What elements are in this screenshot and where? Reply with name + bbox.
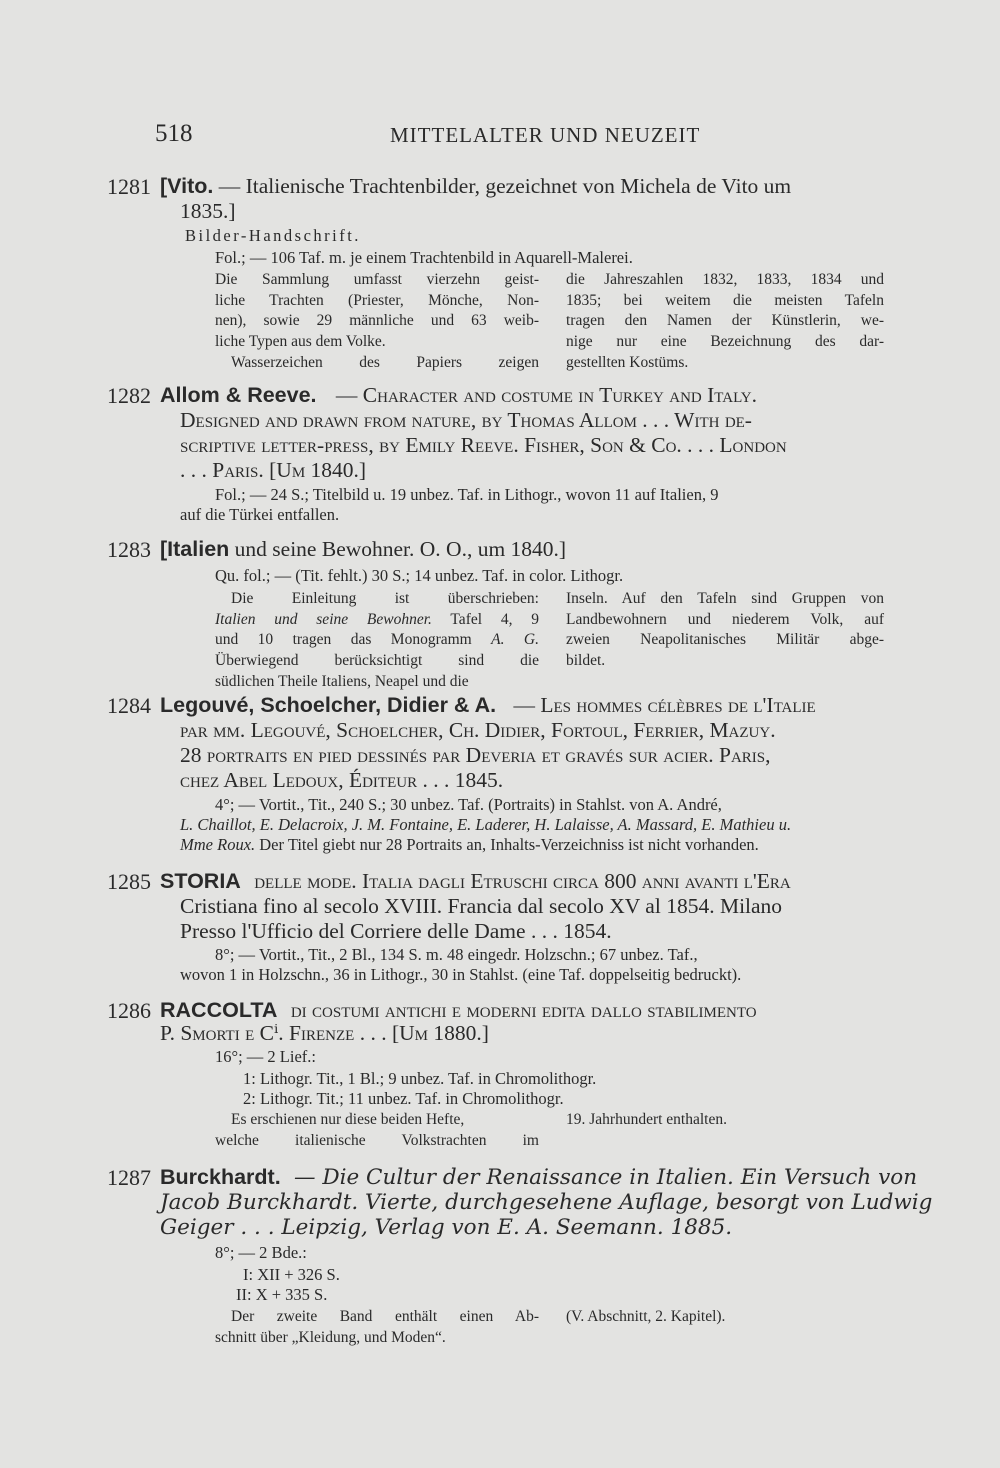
entry-title: di costumi antichi e moderni edita dallo stabilimento [290,998,757,1022]
entry-title-cont: Cristiana fino al secolo XVIII. Francia dal secolo XV al 1854. Milano [180,894,783,918]
entry-heading [160,174,791,199]
annotation-left [215,270,539,374]
part-line: 2: Lithogr. Tit.; 11 unbez. Taf. in Chromolithogr. [243,1089,564,1108]
annotation-line: schnitt über „Kleidung, und Moden“. [215,1328,446,1346]
annotation-line: bildet. [566,652,606,670]
annotation-line: Die Einleitung ist überschrieben: [231,590,539,607]
running-title: MITTELALTER UND NEUZEIT [390,123,701,147]
annotation-line: nen), sowie 29 männliche und 63 weib- [215,312,539,330]
entry-title: — Les hommes célèbres de l'Italie [513,693,816,717]
entry-format-cont: wovon 1 in Holzschn., 36 in Lithogr., 30 in Stahlst. (eine Taf. doppelseitig bedruckt). [180,965,742,984]
annotation-left [215,1110,539,1151]
entry-title-cont: P. Smorti e Cⁱ. Firenze . . . [Um 1880.] [160,1021,489,1045]
artist-name: Mme Roux. [180,835,256,854]
annotation-right [566,589,884,672]
entry-title-cont: chez Abel Ledoux, Éditeur . . . 1845. [180,768,504,792]
entry-number: 1285 [107,869,151,894]
annotation-right [566,1110,884,1131]
entry-title: — Italienische Trachtenbilder, gezeichnet von Michela de Vito um [213,174,792,198]
entry-title-cont: 1835.] [180,199,236,223]
entry-heading [160,537,566,562]
annotation-left [215,589,539,693]
entry-author: Allom & Reeve. [160,383,317,407]
entry-author: RACCOLTA [160,998,278,1022]
monogram-text: A. G. [491,631,540,649]
entry-number: 1284 [107,693,151,718]
annotation-line: Der zweite Band enthält einen Ab- [231,1308,539,1325]
annotation-line: Landbewohnern und niederem Volk, auf [566,610,884,628]
entry-number: 1282 [107,383,151,408]
entry-format: 16°; — 2 Lief.: [215,1047,316,1066]
annotation-text: Tafel 4, 9 [431,610,539,628]
entry-author: Legouvé, Schoelcher, Didier & A. [160,693,497,717]
annotation-right [566,270,884,374]
entry-title-cont: Geiger . . . Leipzig, Verlag von E. A. Seemann. 1885. [160,1215,733,1240]
entry-title: — Character and costume in Turkey and Italy. [335,383,757,407]
part-line: 1: Lithogr. Tit., 1 Bl.; 9 unbez. Taf. in Chromolithogr. [243,1069,597,1088]
entry-title-cont: 28 portraits en pied dessinés par Deveria et gravés sur acier. Paris, [180,743,771,767]
annotation-line: Die Sammlung umfasst vierzehn geist- [215,271,539,288]
annotation-line: gestellten Kostüms. [566,353,689,371]
annotation-line [215,610,539,631]
entry-title-cont: par mm. Legouvé, Schoelcher, Ch. Didier, Fortoul, Ferrier, Mazuy. [180,718,776,742]
entry-number: 1283 [107,537,151,562]
annotation-text: Der Titel giebt nur 28 Portraits an, Inhalts-Verzeichniss ist nicht vorhanden. [255,835,759,854]
annotation-line: Wasserzeichen des Papiers zeigen [231,353,539,371]
italic-title: Italien und seine Bewohner. [215,610,432,628]
annotation-line: 19. Jahrhundert enthalten. [566,1111,727,1128]
entry-format-cont: auf die Türkei entfallen. [180,505,340,524]
annotation-line: (V. Abschnitt, 2. Kapitel). [566,1308,726,1325]
entry-author: STORIA [160,869,241,893]
entry-format-cont: L. Chaillot, E. Delacroix, J. M. Fontaine, E. Laderer, H. Lalaisse, A. Massard, E. Mathieu u. [180,815,792,834]
annotation-line [215,630,539,651]
entry-title: delle mode. Italia dagli Etruschi circa 800 anni avanti l'Era [254,869,791,893]
entry-format: Fol.; — 106 Taf. m. je einem Trachtenbild in Aquarell-Malerei. [215,248,633,267]
entry-title-cont: scriptive letter-press, by Emily Reeve. Fisher, Son & Co. . . . London [180,433,787,457]
entry-heading [160,869,791,894]
annotation-line: liche Typen aus dem Volke. [215,333,386,351]
entry-author: [Vito. [160,174,214,198]
annotation-right [566,1307,884,1328]
entry-author: Burckhardt. [160,1165,281,1189]
annotation-line: südlichen Theile Italiens, Neapel und die [215,672,469,690]
entry-heading [160,693,816,718]
annotation-line: die Jahreszahlen 1832, 1833, 1834 und [566,271,884,288]
entry-title-cont: Designed and drawn from nature, by Thomas Allom . . . With de- [180,408,752,432]
entry-number: 1287 [107,1165,151,1190]
entry-heading [160,998,757,1023]
annotation-line: Inseln. Auf den Tafeln sind Gruppen von [566,590,884,607]
entry-format: 8°; — Vortit., Tit., 2 Bl., 134 S. m. 48 eingedr. Holzschn.; 67 unbez. Taf., [215,945,698,964]
entry-format: 8°; — 2 Bde.: [215,1243,307,1262]
entry-title-cont: Jacob Burckhardt. Vierte, durchgesehene Auflage, besorgt von Ludwig [160,1190,933,1215]
annotation-line: welche italienische Volkstrachten im [215,1131,539,1149]
entry-heading [160,1165,917,1190]
page-number: 518 [155,120,193,147]
annotation-line: zweien Neapolitanisches Militär abge- [566,631,884,649]
annotation-line: tragen den Namen der Künstlerin, we- [566,312,884,330]
entry-format: Fol.; — 24 S.; Titelbild u. 19 unbez. Taf. in Lithogr., wovon 11 auf Italien, 9 [215,485,719,504]
entry-format-cont [180,835,759,855]
part-line: I: XII + 326 S. [243,1265,340,1284]
part-line: II: X + 335 S. [236,1285,328,1304]
entry-number: 1286 [107,998,151,1023]
annotation-line: liche Trachten (Priester, Mönche, Non- [215,291,539,309]
entry-title: — Die Cultur der Renaissance in Italien. Ein Versuch von [294,1165,918,1190]
entry-title-cont: Presso l'Ufficio del Corriere delle Dame . . . 1854. [180,919,612,943]
annotation-text: und 10 tragen das Monogramm [215,631,492,649]
annotation-left [215,1307,539,1348]
entry-format: Qu. fol.; — (Tit. fehlt.) 30 S.; 14 unbez. Taf. in color. Lithogr. [215,566,624,585]
annotation-line: Es erschienen nur diese beiden Hefte, [231,1111,465,1128]
entry-title: und seine Bewohner. O. O., um 1840.] [229,537,567,561]
entry-author: [Italien [160,537,230,561]
entry-format: 4°; — Vortit., Tit., 240 S.; 30 unbez. Taf. (Portraits) in Stahlst. von A. André, [215,795,722,814]
entry-type: Bilder-Handschrift. [185,226,361,245]
annotation-line: Überwiegend berücksichtigt sind die [215,652,539,670]
annotation-line: nige nur eine Bezeichnung des dar- [566,333,884,351]
entry-heading [160,383,757,408]
annotation-line: 1835; bei weitem die meisten Tafeln [566,291,884,309]
entry-number: 1281 [107,174,151,199]
entry-title-cont: . . . Paris. [Um 1840.] [180,458,367,482]
